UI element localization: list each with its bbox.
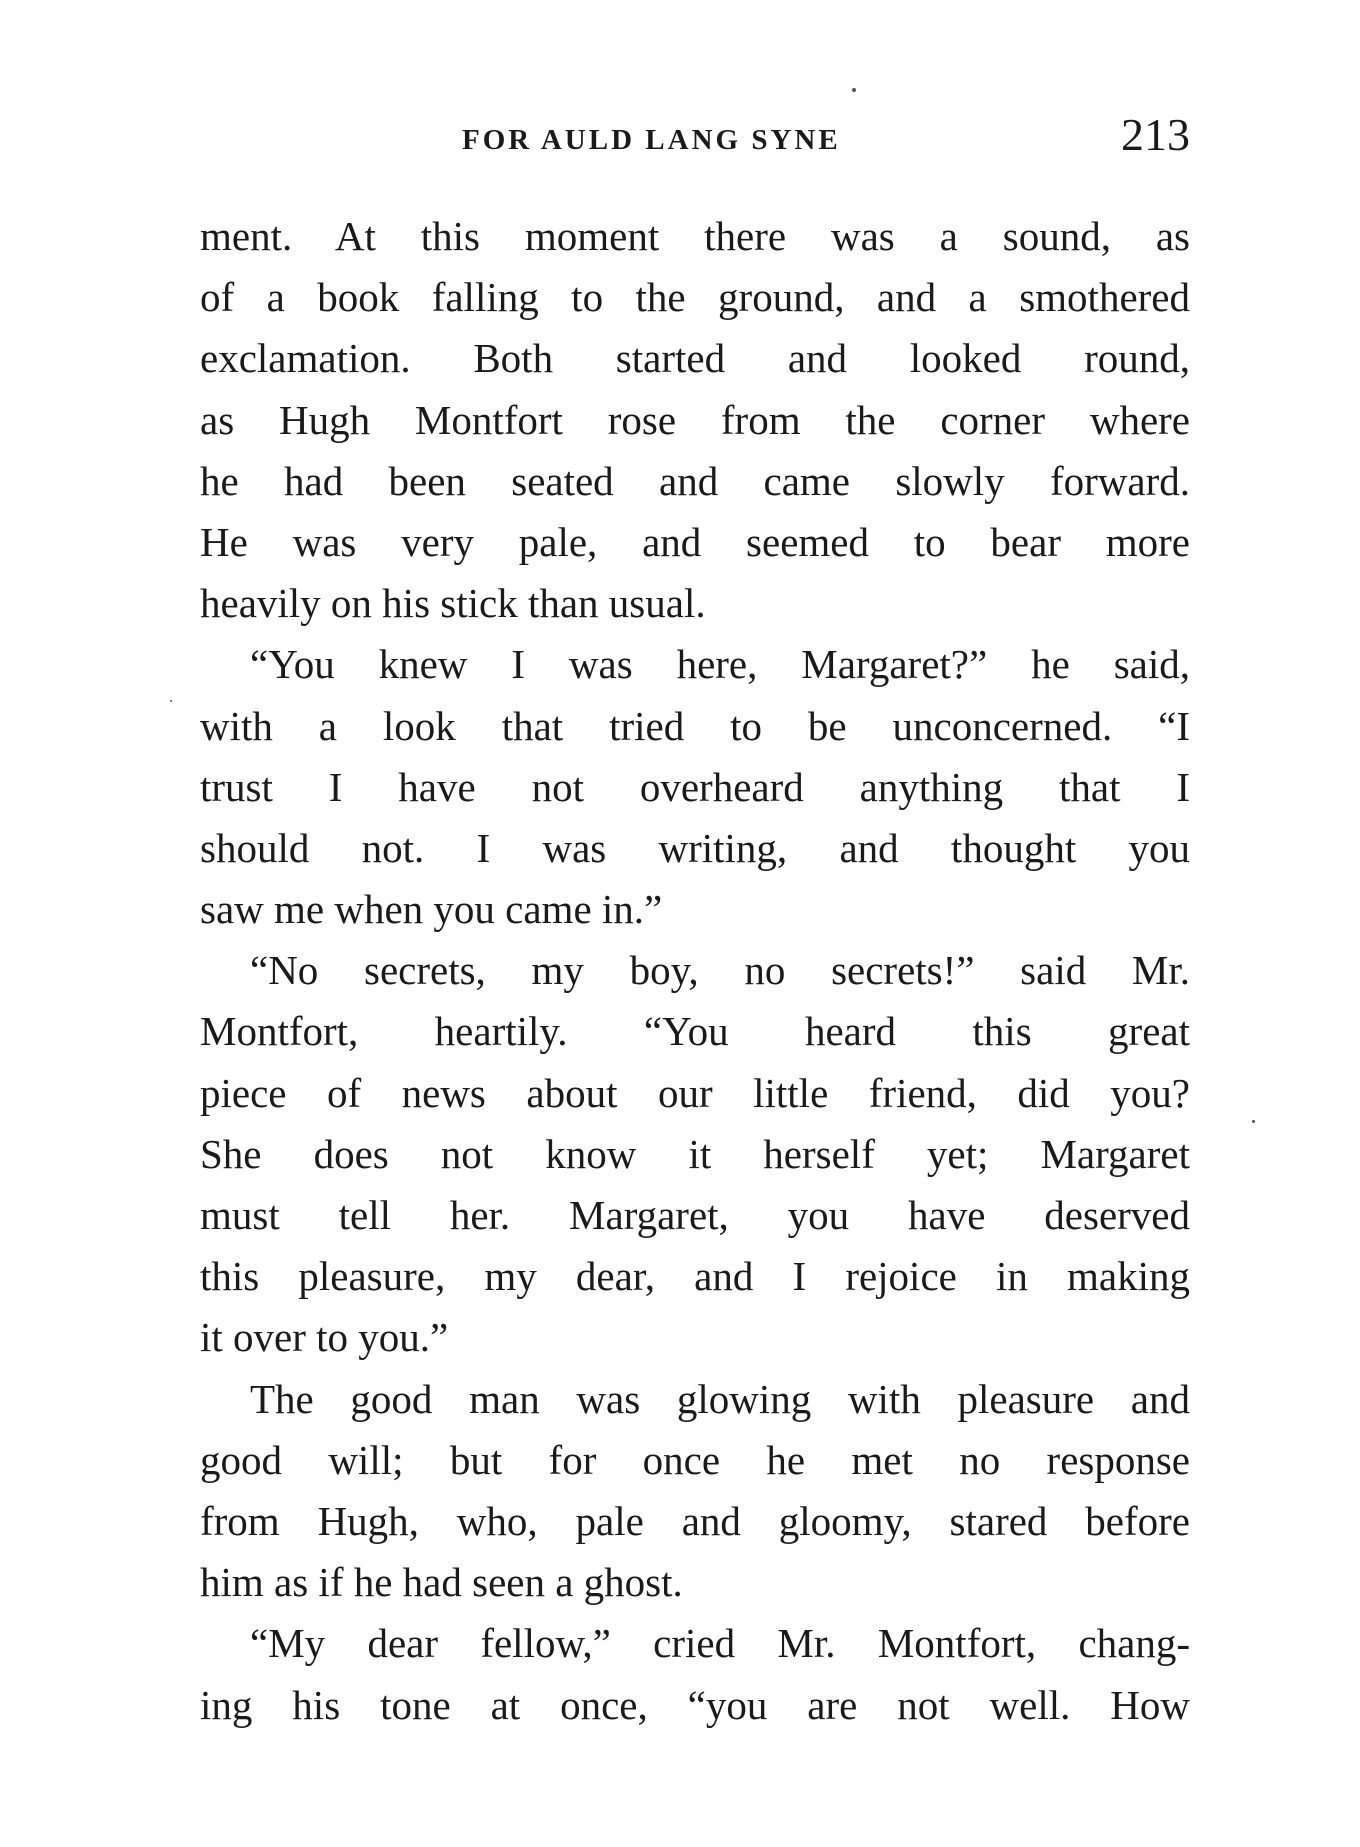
text-line: with a look that tried to be unconcerned. “I (200, 702, 1190, 749)
text-line: “No secrets, my boy, no secrets!” said Mr. (250, 947, 1190, 994)
text-line: “My dear fellow,” cried Mr. Montfort, chang- (250, 1620, 1190, 1667)
text-line: She does not know it herself yet; Margaret (200, 1130, 1190, 1177)
text-line: from Hugh, who, pale and gloomy, stared before (200, 1497, 1190, 1544)
print-speck (170, 700, 172, 702)
text-line: he had been seated and came slowly forward. (200, 457, 1190, 504)
text-line: ment. At this moment there was a sound, as (200, 213, 1190, 259)
body-text (200, 206, 1190, 1736)
text-line: heavily on his stick than usual. (200, 580, 706, 627)
text-line: Montfort, heartily. “You heard this great (200, 1008, 1190, 1055)
text-line: this pleasure, my dear, and I rejoice in making (200, 1253, 1190, 1300)
running-head (200, 108, 1190, 168)
text-line: should not. I was writing, and thought you (200, 824, 1190, 871)
text-line: exclamation. Both started and looked round, (200, 335, 1190, 382)
text-line: must tell her. Margaret, you have deserved (200, 1192, 1190, 1238)
text-line: ing his tone at once, “you are not well. How (200, 1681, 1190, 1728)
page-number: 213 (1121, 109, 1190, 160)
text-line: him as if he had seen a ghost. (200, 1559, 683, 1606)
print-speck (852, 88, 856, 92)
text-line: saw me when you came in.” (200, 886, 663, 933)
text-line: piece of news about our little friend, did you? (200, 1069, 1190, 1116)
text-line: He was very pale, and seemed to bear more (200, 518, 1190, 565)
print-speck (1252, 1120, 1255, 1123)
text-line: good will; but for once he met no response (200, 1436, 1190, 1483)
text-line: trust I have not overheard anything that I (200, 763, 1190, 810)
text-line: it over to you.” (200, 1314, 449, 1361)
text-line: of a book falling to the ground, and a smothered (200, 274, 1190, 321)
text-line: The good man was glowing with pleasure and (250, 1375, 1190, 1422)
text-line: as Hugh Montfort rose from the corner where (200, 396, 1190, 443)
running-title: FOR AULD LANG SYNE (462, 124, 841, 156)
text-line: “You knew I was here, Margaret?” he said, (250, 641, 1190, 688)
